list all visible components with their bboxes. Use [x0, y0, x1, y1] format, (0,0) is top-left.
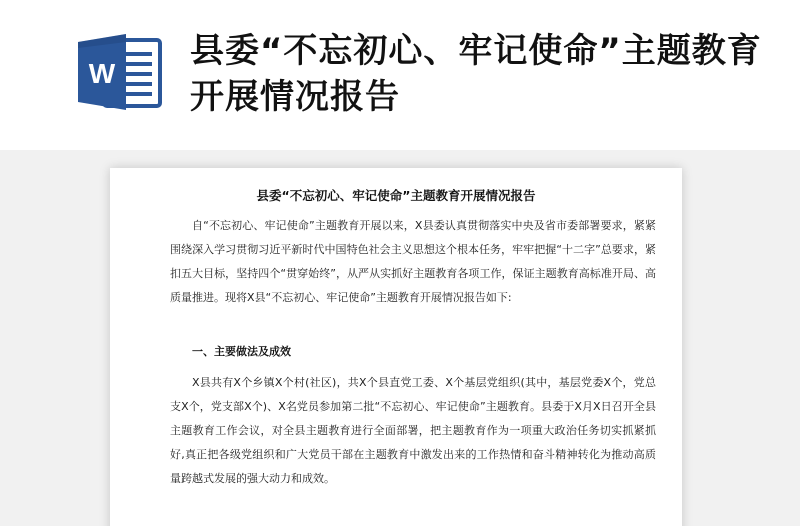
word-icon-letter: W — [88, 58, 116, 89]
section-heading: 一、主要做法及成效 — [192, 345, 291, 358]
page-title: 县委“不忘初心、牢记使命”主题教育开展情况报告 — [190, 31, 762, 117]
document-page — [110, 168, 682, 526]
paragraph-intro: 自“不忘初心、牢记使命”主题教育开展以来，X县委认真贯彻落实中央及省市委部署要求，紧紧围绕深入学习贯彻习近平新时代中国特色社会主义思想这个根本任务，牢牢把握“十二字”总要求，紧扣五大目标，坚持四个“贯穿始终”，从严从实抓好主题教育各项工作，保证主题教育高标准开局、高质量推进。现将X县“不忘初心、牢记使命”主题教育开展情况报告如下: — [170, 219, 656, 304]
document-title: 县委“不忘初心、牢记使命”主题教育开展情况报告 — [256, 188, 536, 203]
word-icon — [76, 32, 166, 112]
paragraph-body: X县共有X个乡镇X个村(社区)，共X个县直党工委、X个基层党组织(其中，基层党委X个，党总支X个，党支部X个)、X名党员参加第二批“不忘初心、牢记使命”主题教育。县委于X月X日召开全县主题教育工作会议，对全县主题教育进行全面部署，把主题教育作为一项重大政治任务切实抓紧抓好,真正把各级党组织和广大党员干部在主题教育中激发出来的工作热情和奋斗精神转化为推动高质量跨越式发展的强大动力和成效。 — [170, 376, 656, 485]
header-banner — [0, 0, 800, 150]
